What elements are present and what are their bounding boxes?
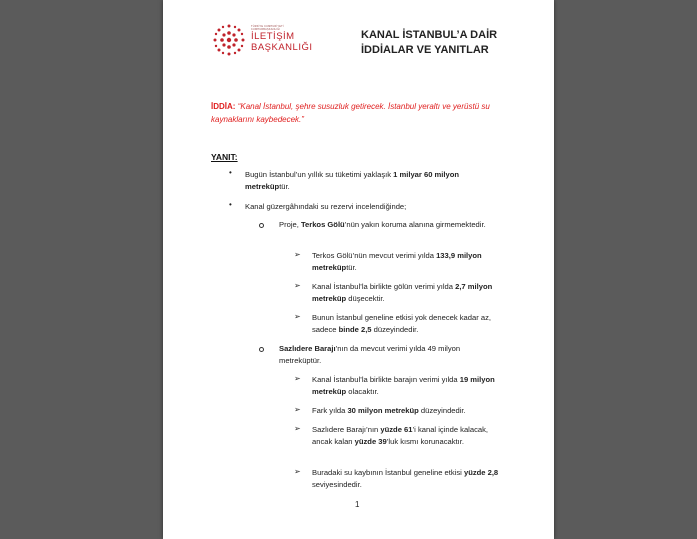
circle-bullet-icon — [259, 223, 264, 228]
list-item — [245, 169, 505, 192]
item-bold: binde 2,5 — [338, 324, 372, 334]
claim-label: İDDİA: — [211, 102, 236, 111]
item-bold: yüzde 61 — [380, 425, 413, 434]
list-item — [312, 281, 512, 304]
org-name — [251, 25, 313, 53]
item-text: düşecektir. — [346, 293, 385, 303]
item-text: olacaktır. — [346, 386, 379, 396]
arrow-bullet-icon: ➢ — [294, 467, 301, 476]
arrow-bullet-icon: ➢ — [294, 405, 301, 414]
item-text: Bugün İstanbul’un yıllık su tüketimi yaklaşık — [245, 170, 394, 179]
list-item — [312, 405, 512, 417]
item-text: ’luk kısmı korunacaktır. — [386, 436, 464, 446]
item-text: Terkos Gölü’nün mevcut verimi yılda — [312, 251, 437, 260]
item-text: ’nün yakın koruma alanına girmemektedir. — [344, 220, 486, 229]
bullet-icon: • — [229, 168, 232, 177]
org-line-small-1: TÜRKİYE CUMHURİYETİ — [251, 25, 284, 28]
item-text: Proje, — [279, 220, 301, 229]
list-item — [279, 219, 489, 231]
arrow-bullet-icon: ➢ — [294, 374, 301, 383]
arrow-bullet-icon: ➢ — [294, 312, 301, 321]
list-item — [312, 250, 512, 273]
item-bold: 30 milyon metreküp — [347, 406, 419, 415]
item-bold: 2,7 milyon metreküp — [312, 282, 493, 303]
item-text: Buradaki su kaybının İstanbul geneline etkisi — [312, 468, 464, 477]
list-item — [279, 343, 504, 366]
item-bold: yüzde 2,8 — [463, 468, 499, 477]
title-line-1: KANAL İSTANBUL’A DAİR — [361, 29, 498, 41]
item-text: Kanal İstanbul’la birlikte barajın verimi yılda — [312, 375, 460, 384]
iletisim-logo-icon — [211, 22, 247, 58]
item-text: ’nın da mevcut verimi yılda 49 milyon metreküptür. — [279, 344, 461, 365]
claim-text: “Kanal İstanbul, şehre susuzluk getirecek. İstanbul yeraltı ve yerüstü su kaynaklarını kaybedecek.” — [211, 102, 490, 124]
document-title — [361, 28, 521, 58]
item-text: Kanal İstanbul’la birlikte gölün verimi yılda — [312, 282, 456, 291]
item-bold: 133,9 milyon metreküp — [312, 251, 482, 272]
item-bold: yüzde 39 — [354, 436, 387, 446]
arrow-bullet-icon: ➢ — [294, 281, 301, 290]
item-text: düzeyindedir. — [371, 324, 419, 334]
list-item — [245, 201, 505, 213]
arrow-bullet-icon: ➢ — [294, 424, 301, 433]
arrow-bullet-icon: ➢ — [294, 250, 301, 259]
list-item — [312, 374, 512, 397]
item-text: Sazlıdere Barajı’nın — [312, 425, 381, 434]
item-text: Bunun İstanbul geneline etkisi yok denecek kadar az, sadece — [312, 313, 491, 334]
list-item — [312, 424, 502, 447]
list-item — [312, 312, 512, 335]
item-text: tür. — [279, 181, 290, 191]
org-line-small-2: CUMHURBAŞKANLIĞI — [251, 28, 281, 31]
item-text: tür. — [346, 262, 357, 272]
item-bold: Terkos Gölü — [300, 220, 345, 229]
item-text: Kanal güzergâhındaki su rezervi incelendiğinde; — [245, 202, 407, 211]
list-item — [312, 467, 512, 490]
org-line-1: İLETİŞİM — [251, 31, 295, 42]
circle-bullet-icon — [259, 347, 264, 352]
item-bold: Sazlıdere Barajı — [279, 344, 336, 353]
claim-paragraph — [211, 101, 511, 126]
item-text: Fark yılda — [312, 406, 348, 415]
title-line-2: İDDİALAR VE YANITLAR — [361, 44, 489, 56]
item-text: düzeyindedir. — [418, 406, 466, 415]
item-text: seviyesindedir. — [312, 479, 362, 489]
item-text: ’i kanal içinde kalacak, ancak kalan — [312, 425, 489, 446]
answer-heading: YANIT: — [211, 152, 238, 162]
page-number: 1 — [355, 500, 360, 509]
org-line-2: BAŞKANLIĞI — [251, 42, 313, 53]
document-page — [163, 0, 554, 539]
bullet-icon: • — [229, 200, 232, 209]
item-bold: 1 milyar 60 milyon metreküp — [245, 170, 460, 191]
item-bold: 19 milyon metreküp — [312, 375, 495, 396]
